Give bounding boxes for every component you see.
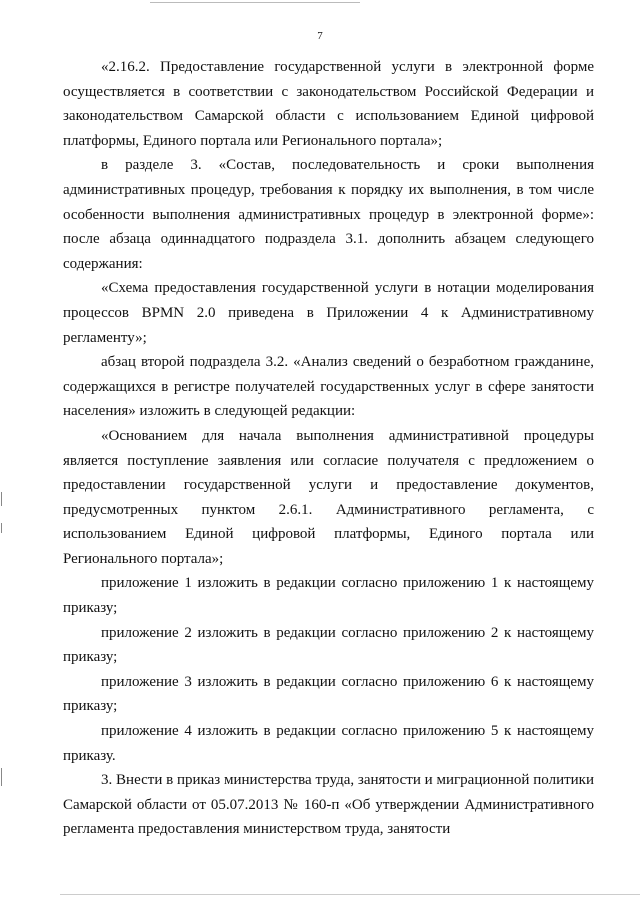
paragraph: приложение 2 изложить в редакции согласно приложению 2 к настоящему приказу;: [63, 624, 594, 666]
paragraph: «2.16.2. Предоставление государственной услуги в электронной форме осуществляется в соответствии с законодательством Российской Федерации и законодательством Самарской области с использованием Единой цифровой платформы, Единого портала или Регионального портала»;: [63, 59, 594, 149]
page-number: 7: [317, 30, 323, 42]
scan-edge-mark: [1, 768, 2, 786]
scan-edge-mark: [1, 523, 2, 533]
scan-edge-mark: [1, 492, 2, 506]
paragraph: приложение 1 изложить в редакции согласно приложению 1 к настоящему приказу;: [63, 575, 594, 617]
scan-edge-line-top: [150, 2, 360, 3]
paragraph: «Основанием для начала выполнения административной процедуры является поступление заявления или согласие получателя с предложением о предоставлении государственной услуги и предоставление документов, предусмотренных пунктом 2.6.1. Административного регламента, с использованием Единой цифровой платформы, Единого портала или Регионального портала»;: [63, 427, 594, 567]
paragraph: абзац второй подраздела 3.2. «Анализ сведений о безработном гражданине, содержащихся в регистре получателей государственных услуг в сфере занятости населения» изложить в следующей редакции:: [63, 354, 594, 420]
paragraph: приложение 3 изложить в редакции согласно приложению 6 к настоящему приказу;: [63, 673, 594, 715]
paragraph: в разделе 3. «Состав, последовательность и сроки выполнения административных процедур, требования к порядку их выполнения, в том числе особенности выполнения административных процедур в электронной форме»: после абзаца одиннадцатого подраздела 3.1. дополнить абзацем следующего содержания:: [63, 157, 594, 272]
document-body: [63, 55, 594, 842]
paragraph: приложение 4 изложить в редакции согласно приложению 5 к настоящему приказу.: [63, 723, 594, 764]
scan-edge-line-bottom: [60, 894, 640, 895]
paragraph: 3. Внести в приказ министерства труда, занятости и миграционной политики Самарской области от 05.07.2013 № 160-п «Об утверждении Административного регламента предоставления министерством труда, занятости: [63, 772, 594, 838]
paragraph: «Схема предоставления государственной услуги в нотации моделирования процессов BPMN 2.0 приведена в Приложении 4 к Административному регламенту»;: [63, 280, 594, 346]
